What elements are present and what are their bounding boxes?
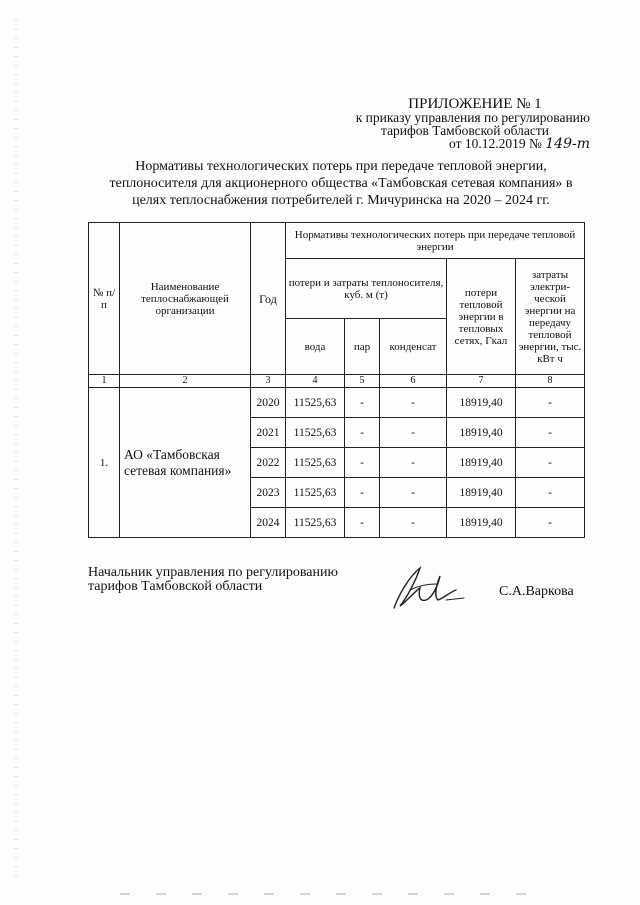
cell-heat: 18919,40	[447, 418, 516, 448]
cell-year: 2024	[251, 508, 286, 538]
header-steam: пар	[345, 319, 380, 375]
table-row	[89, 388, 585, 418]
cell-year: 2023	[251, 478, 286, 508]
appendix-date: от 10.12.2019 №	[449, 136, 542, 151]
header-year: Год	[251, 223, 286, 375]
cell-water: 11525,63	[286, 478, 345, 508]
col-number: 5	[345, 375, 380, 388]
cell-elec: -	[516, 478, 585, 508]
signatory-position	[88, 566, 338, 594]
norms-table	[88, 222, 585, 538]
appendix-line-2: тарифов Тамбовской области	[381, 123, 549, 138]
organization-name: АО «Тамбовская сетевая компания»	[120, 388, 251, 538]
col-number: 2	[120, 375, 251, 388]
cell-heat: 18919,40	[447, 388, 516, 418]
cell-elec: -	[516, 448, 585, 478]
document-title: Нормативы технологических потерь при передаче тепловой энергии, теплоносителя для акционерного общества «Тамбовская сетевая компания» в целях теплоснабжения потребителей г. Мичуринска на 2020 – 2024 гг.	[109, 159, 573, 208]
col-number: 4	[286, 375, 345, 388]
cell-heat: 18919,40	[447, 448, 516, 478]
signatory-name: С.А.Варкова	[499, 584, 574, 599]
col-number: 8	[516, 375, 585, 388]
cell-heat: 18919,40	[447, 508, 516, 538]
col-number: 1	[89, 375, 120, 388]
row-number: 1.	[89, 388, 120, 538]
header-electricity: затраты электри-ческой энергии на передачу тепловой энергии, тыс. кВт ч	[516, 259, 585, 375]
scan-artifact	[14, 20, 18, 880]
appendix-title: ПРИЛОЖЕНИЕ № 1	[408, 96, 542, 112]
appendix-line-1: к приказу управления по регулированию	[355, 110, 590, 125]
position-line-2: тарифов Тамбовской области	[88, 579, 263, 594]
cell-steam: -	[345, 508, 380, 538]
cell-water: 11525,63	[286, 418, 345, 448]
cell-year: 2022	[251, 448, 286, 478]
cell-water: 11525,63	[286, 508, 345, 538]
scan-artifact	[120, 893, 540, 895]
position-line-1: Начальник управления по регулированию	[88, 565, 338, 580]
header-norms: Нормативы технологических потерь при передаче тепловой энергии	[286, 223, 585, 259]
col-number: 3	[251, 375, 286, 388]
header-condensate: конденсат	[380, 319, 447, 375]
cell-condensate: -	[380, 448, 447, 478]
header-heat-loss: потери тепловой энергии в тепловых сетях, Гкал	[447, 259, 516, 375]
signature-image	[386, 562, 468, 614]
header-org: Наименование теплоснабжающей организации	[120, 223, 251, 375]
appendix-header	[300, 98, 590, 151]
cell-water: 11525,63	[286, 448, 345, 478]
cell-steam: -	[345, 448, 380, 478]
header-coolant: потери и затраты теплоносителя, куб. м (т)	[286, 259, 447, 319]
cell-steam: -	[345, 478, 380, 508]
col-number: 6	[380, 375, 447, 388]
cell-condensate: -	[380, 508, 447, 538]
cell-year: 2020	[251, 388, 286, 418]
cell-elec: -	[516, 388, 585, 418]
header-num: № п/п	[89, 223, 120, 375]
order-number: 149-т	[545, 136, 590, 152]
cell-steam: -	[345, 388, 380, 418]
cell-heat: 18919,40	[447, 478, 516, 508]
col-number: 7	[447, 375, 516, 388]
cell-elec: -	[516, 508, 585, 538]
appendix-date-line	[300, 137, 590, 151]
cell-year: 2021	[251, 418, 286, 448]
cell-steam: -	[345, 418, 380, 448]
cell-water: 11525,63	[286, 388, 345, 418]
cell-condensate: -	[380, 418, 447, 448]
cell-condensate: -	[380, 388, 447, 418]
cell-elec: -	[516, 418, 585, 448]
header-water: вода	[286, 319, 345, 375]
cell-condensate: -	[380, 478, 447, 508]
